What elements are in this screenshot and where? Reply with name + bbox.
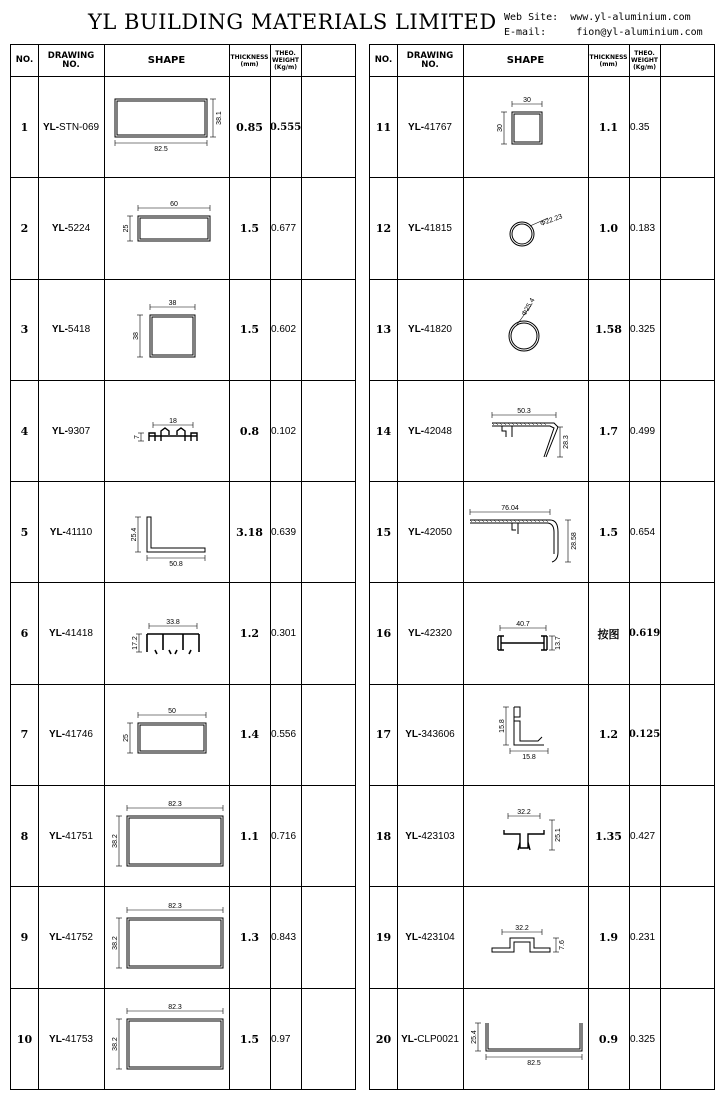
notes-cell: [660, 178, 716, 278]
notes-cell: [660, 381, 716, 481]
profile-drawing: [464, 482, 588, 582]
table-row: [370, 584, 714, 685]
header-thickness-text: (mm): [240, 60, 259, 68]
height-dimension: 25.1: [554, 828, 562, 843]
drawing-prefix: YL-: [408, 324, 425, 336]
drawing-code: 41751: [65, 830, 93, 842]
profile-drawing: [464, 888, 588, 988]
table-row: [370, 989, 714, 1090]
height-dimension: 13.7: [554, 635, 562, 650]
width-dimension: 82.5: [153, 146, 168, 154]
thickness-value: 1.2: [598, 728, 619, 742]
thickness-value: 1.0: [598, 221, 619, 235]
profile-drawing: [464, 786, 588, 886]
notes-cell: [660, 280, 716, 380]
table-row: [11, 178, 355, 279]
weight-value: 0.639: [271, 526, 297, 538]
contact-info: [504, 10, 703, 40]
row-number: 15: [375, 525, 392, 539]
table-row: [11, 685, 355, 786]
header-no-text: NO.: [15, 55, 34, 65]
table-row: [370, 786, 714, 887]
diameter-dimension: Φ22.23: [538, 213, 564, 229]
drawing-prefix: YL-: [408, 628, 425, 640]
height-dimension: 28.58: [570, 532, 578, 551]
profile-shape: [463, 381, 588, 481]
header-shape-text: SHAPE: [506, 55, 545, 66]
drawing-prefix: YL-: [51, 324, 68, 336]
header-drawing-no-text: DRAWING NO.: [406, 50, 454, 70]
notes-cell: [301, 482, 357, 582]
row-number: 13: [375, 323, 392, 337]
width-dimension: 82.5: [526, 1060, 541, 1068]
table-row: [11, 786, 355, 887]
drawing-code: 42050: [424, 526, 452, 538]
table-row: [370, 178, 714, 279]
header-drawing-no: [397, 45, 463, 76]
thickness-value: 1.1: [239, 829, 260, 843]
drawing-code: STN-069: [59, 121, 100, 133]
header-shape: [104, 45, 229, 76]
drawing-prefix: YL-: [49, 830, 66, 842]
thickness-value: 3.18: [236, 525, 263, 539]
drawing-prefix: YL-: [51, 222, 68, 234]
notes-cell: [301, 786, 357, 886]
email-address[interactable]: fion@yl-aluminium.com: [576, 27, 703, 38]
notes-cell: [301, 887, 357, 987]
web-label: Web Site:: [504, 12, 559, 23]
height-dimension: 15.8: [498, 719, 506, 733]
drawing-number: [397, 989, 463, 1090]
weight-value: 0.716: [271, 830, 297, 842]
notes-cell: [660, 989, 716, 1090]
thickness-value: 1.5: [598, 525, 619, 539]
header-weight: [270, 45, 301, 76]
row-number: 11: [375, 120, 392, 134]
header-drawing-no-text: DRAWING NO.: [47, 50, 95, 70]
row-number: 6: [20, 627, 29, 641]
weight-value: 0.231: [630, 932, 656, 944]
thickness-value: 1.7: [598, 424, 619, 438]
width-dimension: 82.3: [167, 1004, 182, 1012]
notes-cell: [301, 77, 357, 177]
profile-drawing: [464, 381, 588, 481]
profile-shape: [104, 381, 229, 481]
drawing-number: [397, 280, 463, 380]
weight-value: 0.301: [271, 628, 297, 640]
drawing-number: [397, 786, 463, 886]
header-drawing-no: [38, 45, 104, 76]
weight-value: 0.325: [630, 324, 656, 336]
weight-value: 0.102: [271, 425, 297, 437]
drawing-code: 41752: [65, 932, 93, 944]
width-dimension: 60: [169, 201, 178, 209]
weight-value: 0.677: [271, 222, 297, 234]
drawing-prefix: YL-: [408, 526, 425, 538]
width-dimension: 32.2: [514, 924, 529, 932]
thickness-value: 1.5: [239, 1032, 260, 1046]
profile-drawing: [105, 178, 229, 278]
row-number: 10: [16, 1032, 33, 1046]
drawing-code: 41767: [424, 121, 452, 133]
thickness-value: 1.9: [598, 931, 619, 945]
width-dimension: 50.3: [516, 408, 531, 416]
width-dimension: 33.8: [165, 618, 180, 626]
height-dimension: 38.2: [111, 935, 119, 950]
header-thickness-text: THICKNESS: [230, 53, 269, 61]
drawing-number: [38, 178, 104, 278]
profile-shape: [104, 77, 229, 177]
drawing-code: 41820: [424, 324, 452, 336]
width-dimension: 50: [167, 707, 176, 715]
width-dimension: 32.2: [516, 809, 531, 817]
profile-shape: [104, 584, 229, 684]
drawing-number: [38, 482, 104, 582]
weight-value: 0.427: [630, 830, 656, 842]
notes-cell: [301, 178, 357, 278]
drawing-code: 41753: [65, 1033, 93, 1045]
catalog-right-table: [369, 44, 715, 1090]
drawing-prefix: YL-: [408, 425, 425, 437]
drawing-prefix: YL-: [405, 729, 422, 741]
drawing-prefix: YL-: [408, 222, 425, 234]
drawing-prefix: YL-: [42, 121, 60, 133]
header-thickness: [229, 45, 270, 76]
table-row: [370, 887, 714, 988]
profile-shape: [463, 77, 588, 177]
weight-value: 0.97: [271, 1033, 291, 1045]
height-dimension: 30: [496, 124, 504, 133]
weight-value: 0.499: [630, 425, 656, 437]
profile-drawing: [464, 280, 588, 380]
diameter-dimension: Φ25.4: [520, 296, 537, 318]
header-weight-text: (Kg/m): [633, 64, 656, 71]
width-dimension: 82.3: [167, 801, 182, 809]
table-row: [370, 685, 714, 786]
drawing-code: 41746: [65, 729, 93, 741]
height-dimension: 7.6: [558, 939, 566, 950]
header-thickness: [588, 45, 629, 76]
drawing-prefix: YL-: [49, 932, 66, 944]
thickness-value: 0.9: [598, 1032, 619, 1046]
notes-cell: [660, 786, 716, 886]
profile-shape: [463, 989, 588, 1090]
row-number: 18: [375, 829, 392, 843]
drawing-number: [397, 178, 463, 278]
profile-drawing: [105, 786, 229, 886]
drawing-number: [38, 989, 104, 1090]
drawing-number: [38, 280, 104, 380]
table-row: [11, 887, 355, 988]
table-row: [11, 280, 355, 381]
thickness-value: 1.5: [239, 221, 260, 235]
thickness-value: 1.3: [239, 931, 260, 945]
row-number: 20: [375, 1032, 392, 1046]
row-number: 12: [375, 221, 392, 235]
notes-cell: [660, 77, 716, 177]
weight-value: 0.654: [630, 526, 656, 538]
drawing-code: 41815: [424, 222, 452, 234]
row-number: 5: [20, 525, 29, 539]
thickness-value: 1.4: [239, 728, 260, 742]
profile-drawing: [105, 888, 229, 988]
height-dimension: 38.1: [215, 111, 223, 125]
drawing-code: 423104: [421, 932, 455, 944]
profile-shape: [104, 280, 229, 380]
weight-value: 0.843: [271, 932, 297, 944]
drawing-number: [397, 685, 463, 785]
drawing-number: [397, 584, 463, 684]
notes-cell: [301, 685, 357, 785]
profile-shape: [463, 887, 588, 987]
table-row: [11, 482, 355, 583]
width-dimension: 38: [168, 299, 176, 307]
weight-value: 0.325: [630, 1033, 656, 1045]
width-dimension: 18: [168, 418, 177, 426]
height-dimension: 25.4: [130, 528, 138, 542]
profile-shape: [463, 786, 588, 886]
width-dimension: 76.04: [500, 505, 519, 513]
width-dimension: 50.8: [168, 561, 183, 569]
width-dimension: 40.7: [515, 620, 530, 628]
width-dimension: 82.3: [167, 902, 182, 910]
profile-drawing: [105, 280, 229, 380]
table-header: [11, 45, 355, 77]
weight-value: 0.602: [271, 324, 297, 336]
profile-shape: [463, 584, 588, 684]
table-row: [11, 989, 355, 1090]
header-thickness-text: (mm): [599, 60, 618, 68]
height-dimension: 25.4: [470, 1030, 478, 1045]
drawing-number: [38, 77, 104, 177]
drawing-code: 5224: [67, 222, 91, 234]
drawing-prefix: YL-: [405, 932, 422, 944]
profile-shape: [104, 887, 229, 987]
web-url[interactable]: www.yl-aluminium.com: [570, 12, 691, 23]
profile-drawing: [105, 989, 229, 1089]
drawing-number: [397, 482, 463, 582]
thickness-value: 1.35: [595, 829, 622, 843]
width-dimension: 15.8: [521, 753, 536, 761]
profile-shape: [104, 989, 229, 1090]
drawing-code: 42048: [424, 425, 452, 437]
weight-value: 0.125: [628, 729, 661, 741]
profile-drawing: [464, 178, 588, 278]
thickness-value: 1.58: [595, 323, 622, 337]
header-shape-text: SHAPE: [147, 55, 186, 66]
profile-drawing: [464, 77, 588, 177]
drawing-code: 42320: [424, 628, 452, 640]
drawing-code: 9307: [67, 425, 91, 437]
weight-value: 0.619: [628, 628, 661, 640]
notes-cell: [660, 584, 716, 684]
thickness-value: 0.85: [236, 120, 263, 134]
profile-drawing: [464, 685, 588, 785]
profile-drawing: [464, 584, 588, 684]
row-number: 7: [20, 728, 29, 742]
row-number: 19: [375, 931, 392, 945]
thickness-value: 按图: [597, 627, 620, 641]
profile-drawing: [105, 482, 229, 582]
drawing-number: [38, 887, 104, 987]
drawing-code: 423103: [421, 830, 455, 842]
drawing-number: [38, 786, 104, 886]
row-number: 3: [20, 323, 29, 337]
header-no-text: NO.: [374, 55, 393, 65]
height-dimension: 7: [133, 435, 141, 439]
notes-cell: [301, 989, 357, 1090]
row-number: 16: [375, 627, 392, 641]
company-title: YL BUILDING MATERIALS LIMITED: [88, 10, 497, 34]
drawing-prefix: YL-: [49, 526, 66, 538]
profile-shape: [463, 482, 588, 582]
table-row: [11, 381, 355, 482]
row-number: 17: [375, 728, 392, 742]
drawing-number: [397, 887, 463, 987]
drawing-code: CLP0021: [417, 1033, 459, 1045]
drawing-prefix: YL-: [408, 121, 425, 133]
drawing-prefix: YL-: [405, 830, 422, 842]
profile-drawing: [105, 381, 229, 481]
row-number: 2: [20, 221, 29, 235]
drawing-number: [38, 381, 104, 481]
header-weight-text: THEO. WEIGHT: [631, 50, 658, 64]
height-dimension: 28.3: [562, 435, 570, 449]
drawing-number: [38, 584, 104, 684]
height-dimension: 17.2: [131, 635, 139, 650]
profile-shape: [104, 482, 229, 582]
height-dimension: 38.2: [111, 1037, 119, 1052]
table-row: [370, 381, 714, 482]
drawing-number: [397, 381, 463, 481]
drawing-code: 41418: [65, 628, 93, 640]
profile-shape: [104, 685, 229, 785]
drawing-code: 5418: [67, 324, 91, 336]
row-number: 8: [20, 829, 29, 843]
width-dimension: 30: [522, 97, 531, 105]
notes-cell: [301, 584, 357, 684]
weight-value: 0.556: [271, 729, 297, 741]
drawing-prefix: YL-: [49, 729, 66, 741]
profile-shape: [104, 786, 229, 886]
weight-value: 0.555: [269, 121, 302, 133]
header-shape: [463, 45, 588, 76]
drawing-prefix: YL-: [51, 425, 68, 437]
weight-value: 0.183: [630, 222, 656, 234]
drawing-number: [397, 77, 463, 177]
drawing-number: [38, 685, 104, 785]
header-weight-text: (Kg/m): [274, 64, 297, 71]
row-number: 4: [20, 424, 29, 438]
catalog-left-table: [10, 44, 356, 1090]
thickness-value: 1.2: [239, 627, 260, 641]
height-dimension: 25: [122, 225, 130, 233]
profile-shape: [104, 178, 229, 278]
thickness-value: 0.8: [239, 424, 260, 438]
header-no: [370, 45, 397, 76]
drawing-code: 41110: [65, 526, 93, 538]
header-thickness-text: THICKNESS: [589, 53, 628, 61]
email-label: E-mail:: [504, 27, 547, 38]
drawing-prefix: YL-: [49, 1033, 66, 1045]
notes-cell: [660, 887, 716, 987]
header-weight: [629, 45, 660, 76]
profile-drawing: [464, 989, 588, 1089]
weight-value: 0.35: [630, 121, 650, 133]
profile-drawing: [105, 584, 229, 684]
height-dimension: 38.2: [111, 834, 119, 849]
height-dimension: 38: [132, 331, 140, 340]
height-dimension: 25: [122, 734, 130, 742]
row-number: 9: [20, 931, 29, 945]
profile-drawing: [105, 77, 229, 177]
table-row: [370, 280, 714, 381]
table-row: [370, 482, 714, 583]
header-no: [11, 45, 38, 76]
notes-cell: [660, 685, 716, 785]
row-number: 1: [20, 120, 29, 134]
profile-shape: [463, 280, 588, 380]
drawing-prefix: YL-: [49, 628, 66, 640]
thickness-value: 1.1: [598, 120, 619, 134]
drawing-code: 343606: [421, 729, 455, 741]
header-weight-text: THEO. WEIGHT: [272, 50, 299, 64]
thickness-value: 1.5: [239, 323, 260, 337]
profile-drawing: [105, 685, 229, 785]
row-number: 14: [375, 424, 392, 438]
table-header: [370, 45, 714, 77]
profile-shape: [463, 178, 588, 278]
notes-cell: [301, 280, 357, 380]
drawing-prefix: YL-: [401, 1033, 418, 1045]
notes-cell: [660, 482, 716, 582]
notes-cell: [301, 381, 357, 481]
profile-shape: [463, 685, 588, 785]
table-row: [370, 77, 714, 178]
table-row: [11, 77, 355, 178]
table-row: [11, 584, 355, 685]
